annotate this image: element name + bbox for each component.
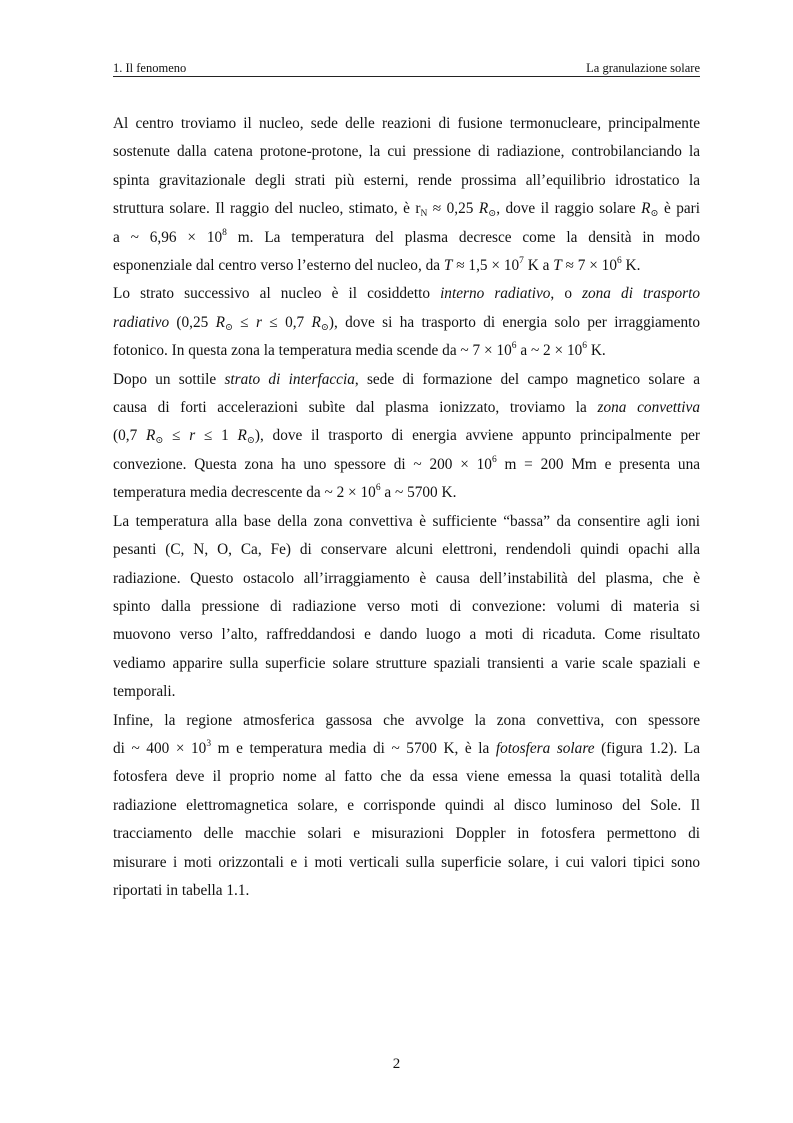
paragraph-nucleus — [113, 110, 700, 280]
text-line: radiativo (0,25 $R_⊙ \le r \le 0,7$ $R_⊙$), dove si ha trasporto di energia solo per irraggiamento — [113, 313, 701, 333]
text-line: convezione. Questa zona ha uno spessore di ~ $200 \times 10^6$ m = 200 Mm e presenta una — [113, 454, 701, 473]
text-line: pesanti (C, N, O, Ca, Fe) di conservare alcuni elettroni, rendendoli quindi opachi alla — [113, 541, 700, 559]
paragraph-convective-zone — [113, 366, 700, 508]
text-line: fotonico. In questa zona la temperatura media scende da ~ $7 \times 10^6$ a ~ $2 \times 10^6$ K. — [113, 341, 606, 360]
text-line: riportati in tabella 1.1. — [113, 881, 250, 899]
text-line: a ~ $6,96 \times 10^8$ m. La temperatura del plasma decresce come la densità in modo — [113, 227, 701, 246]
paragraph-radiative-zone — [113, 280, 700, 365]
text-line: spinta gravitazionale degli strati più esterni, rende prossima all’equilibrio idrostatico la — [113, 171, 700, 189]
header-rule — [113, 76, 700, 77]
text-line: radiazione. Questo ostacolo all’irraggiamento è causa dell’instabilità del plasma, che è — [113, 569, 700, 587]
text-line: causa di forti accelerazioni subìte dal plasma ionizzato, troviamo la zona convettiva — [113, 399, 700, 417]
text-line: vediamo apparire sulla superficie solare strutture spaziali transienti a varie scale spaziali e — [113, 654, 700, 672]
text-line: Infine, la regione atmosferica gassosa che avvolge la zona convettiva, con spessore — [113, 711, 700, 729]
text-line: temporali. — [113, 683, 176, 701]
text-line: fotosfera deve il proprio nome al fatto che da essa viene emessa la quasi totalità della — [113, 768, 700, 786]
text-line: misurare i moti orizzontali e i moti verticali sulla superficie solare, i cui valori tipici sono — [113, 853, 700, 871]
text-line: La temperatura alla base della zona convettiva è sufficiente “bassa” da consentire agli ioni — [113, 512, 700, 530]
text-line: spinto dalla pressione di radiazione verso moti di convezione: volumi di materia si — [113, 597, 700, 615]
page-number: 2 — [392, 1056, 401, 1072]
running-header — [113, 56, 700, 76]
text-line: struttura solare. Il raggio del nucleo, stimato, è $r_N \approx 0,25$ $R_⊙$, dove il raggio solare $R_⊙$ è pari — [113, 200, 700, 220]
body-text — [113, 110, 700, 905]
header-section-title: La granulazione solare — [586, 61, 700, 75]
text-line: di ~ $400 \times 10^3$ m e temperatura media di ~ 5700 K, è la fotosfera solare (figura 1.2). La — [113, 738, 701, 757]
text-line: muovono verso l’alto, raffreddandosi e dando luogo a moti di ricaduta. Come risultato — [113, 626, 700, 644]
header-chapter: 1. Il fenomeno — [113, 61, 187, 75]
text-line: Dopo un sottile strato di interfaccia, sede di formazione del campo magnetico solare a — [113, 370, 700, 388]
text-line: sostenute dalla catena protone-protone, la cui pressione di radiazione, controbilanciando la — [113, 143, 700, 161]
text-line: Lo strato successivo al nucleo è il cosiddetto interno radiativo, o zona di trasporto — [113, 285, 700, 303]
text-line: (0,7 $R_⊙ \le r \le 1$ $R_⊙$), dove il trasporto di energia avviene appunto principalmente per — [113, 427, 700, 447]
text-line: Al centro troviamo il nucleo, sede delle reazioni di fusione termonucleare, principalmente — [113, 115, 700, 132]
paragraph-photosphere — [113, 707, 700, 906]
text-line: esponenziale dal centro verso l’esterno del nucleo, da $T \approx 1,5 \times 10^7$ K a $T \approx 7 \times 10^6$ K. — [113, 256, 641, 275]
text-line: tracciamento delle macchie solari e misurazioni Doppler in fotosfera permettono di — [113, 825, 700, 843]
text-line: radiazione elettromagnetica solare, e corrisponde quindi al disco luminoso del Sole. Il — [113, 796, 700, 814]
paragraph-convection-mechanism — [113, 508, 700, 707]
text-line: temperatura media decrescente da ~ $2 \times 10^6$ a ~ 5700 K. — [113, 483, 457, 502]
